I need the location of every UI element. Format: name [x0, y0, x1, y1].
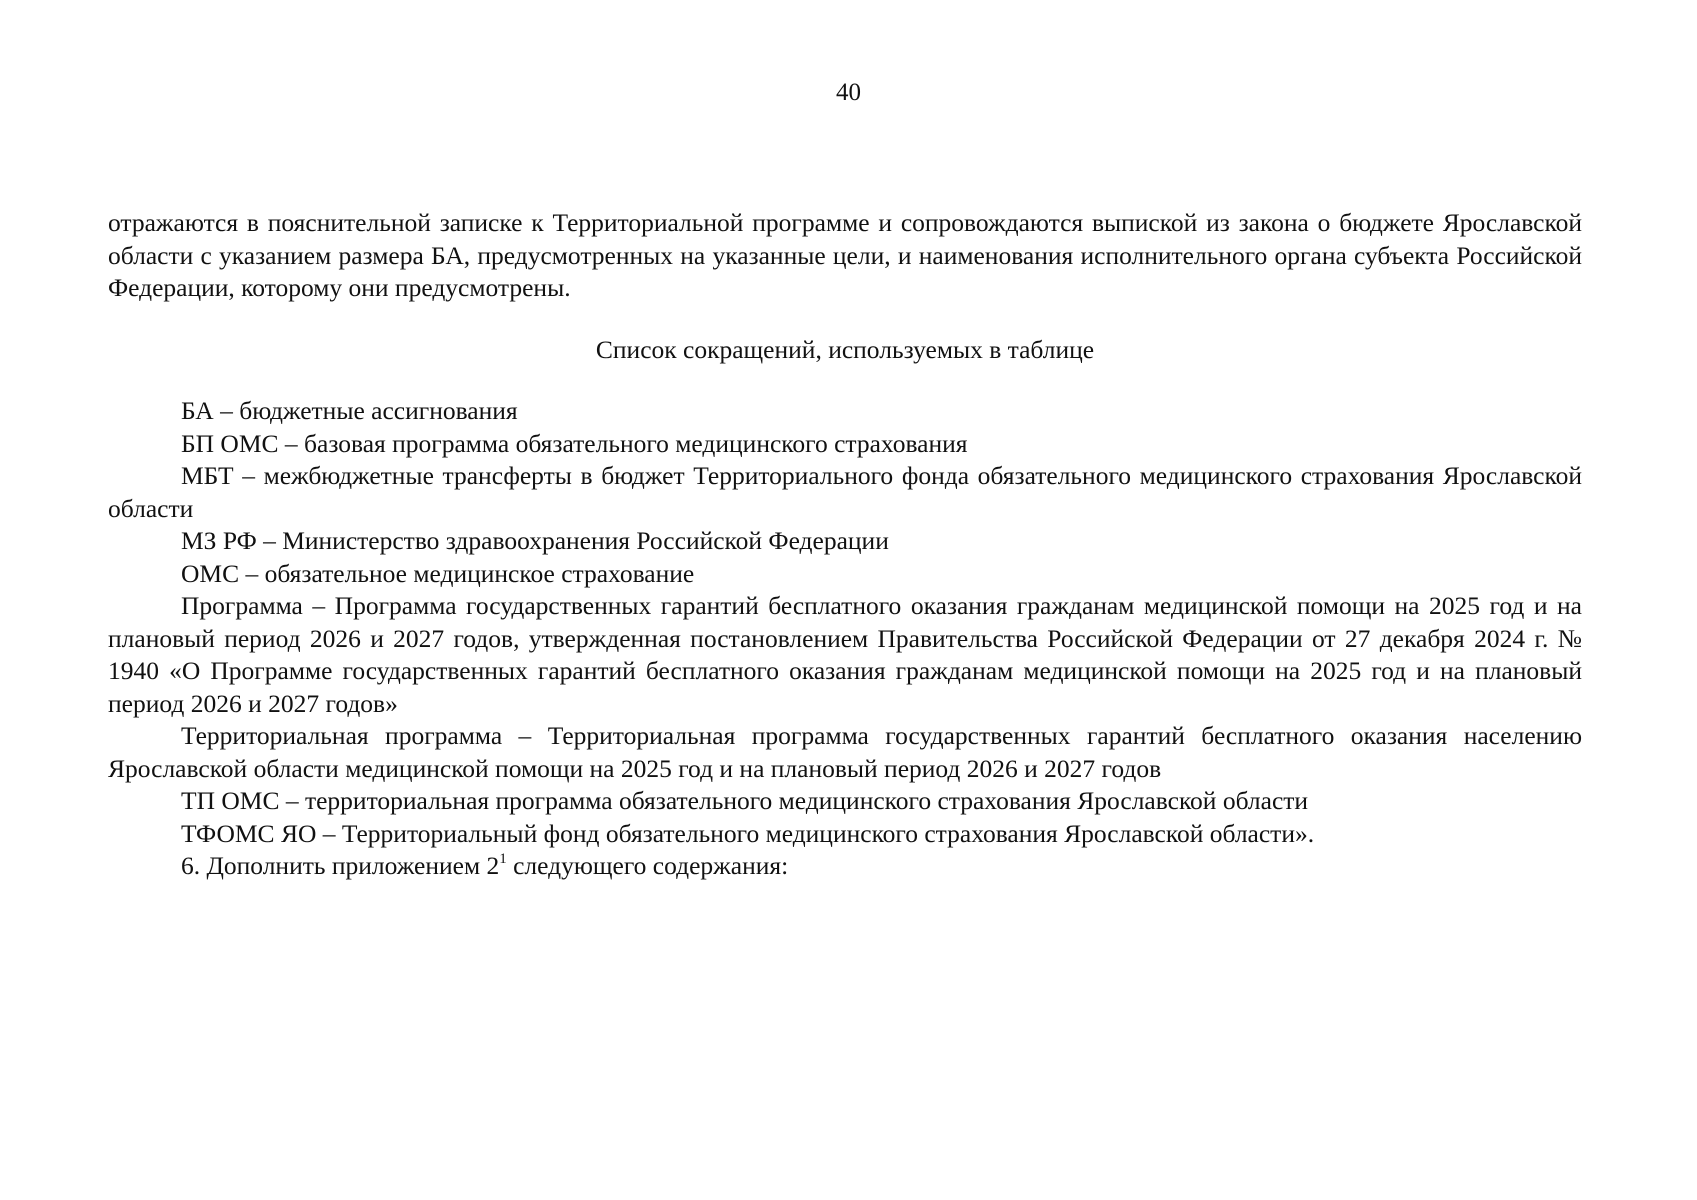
- page-number: 40: [836, 79, 861, 106]
- abbreviation-item: Программа – Программа государственных гарантий бесплатного оказания гражданам медицинской помощи на 2025 год и на плановый период 2026 и 2027 годов, утвержденная постановлением Правительства Российской Федерации от 27 декабря 2024 г. № 1940 «О Программе государственных гарантий бесплатного оказания гражданам медицинской помощи на 2025 год и на плановый период 2026 и 2027 годов»: [108, 591, 1582, 718]
- abbreviation-item: ТП ОМС – территориальная программа обязательного медицинского страхования Ярославской области: [181, 786, 1309, 815]
- final-item-text-end: следующего содержания:: [506, 851, 789, 880]
- abbreviation-item: Территориальная программа – Территориальная программа государственных гарантий бесплатного оказания населению Ярославской области медицинской помощи на 2025 год и на плановый период 2026 и 2027 годов: [108, 721, 1582, 783]
- abbreviation-item: ОМС – обязательное медицинское страхование: [181, 558, 695, 588]
- abbreviation-item: ТФОМС ЯО – Территориальный фонд обязательного медицинского страхования Ярославской области».: [181, 818, 1315, 848]
- document-body: [108, 207, 1582, 883]
- final-item-superscript: 1: [499, 851, 507, 867]
- abbreviation-item: БА – бюджетные ассигнования: [181, 396, 518, 425]
- abbreviation-item: МЗ РФ – Министерство здравоохранения Российской Федерации: [181, 526, 889, 555]
- abbreviation-item: БП ОМС – базовая программа обязательного медицинского страхования: [181, 428, 968, 458]
- abbreviation-item: МБТ – межбюджетные трансферты в бюджет Территориального фонда обязательного медицинского страхования Ярославской области: [108, 461, 1582, 523]
- section-title: Список сокращений, используемых в таблице: [595, 334, 1095, 364]
- intro-paragraph: отражаются в пояснительной записке к Территориальной программе и сопровождаются выпиской из закона о бюджете Ярославской области с указанием размера БА, предусмотренных на указанные цели, и наименования исполнительного органа субъекта Российской Федерации, которому они предусмотрены.: [108, 208, 1582, 302]
- final-item-text: 6. Дополнить приложением 2: [181, 851, 500, 880]
- final-item: [108, 850, 1582, 883]
